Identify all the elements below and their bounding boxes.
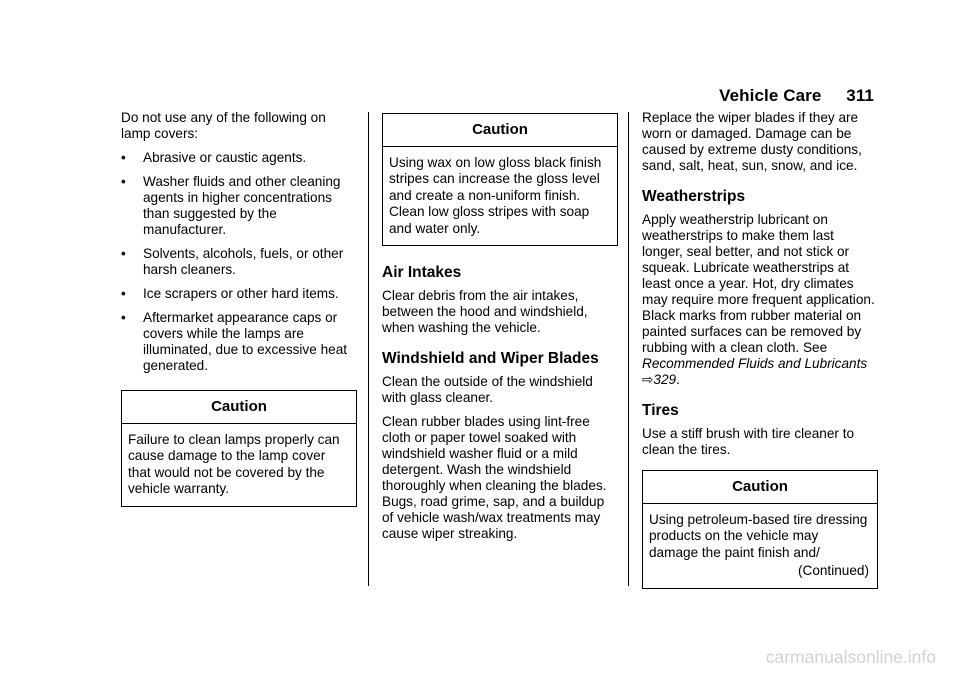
list-item: • Washer fluids and other cleaning agents in higher concentrations than suggested by the manufacturer. [121,174,341,237]
heading-windshield: Windshield and Wiper Blades [382,350,599,368]
cross-reference-link[interactable]: Recommended Fluids and Lubricants [642,356,868,371]
continued-label: (Continued) [797,563,869,579]
windshield-text-1: Clean the outside of the windshield with glass cleaner. [382,374,593,406]
bullet-icon: • [121,246,126,261]
wiper-replace-text: Replace the wiper blades if they are worn or damaged. Damage can be caused by extreme dusty conditions, sand, salt, heat, sun, snow, and ice. [642,110,862,173]
caution-title: Caution [643,471,877,504]
bullet-icon: • [121,310,126,325]
list-item: • Solvents, alcohols, fuels, or other harsh cleaners. [121,246,344,277]
column-1 [121,110,357,517]
list-item: • Abrasive or caustic agents. [121,150,307,165]
bullet-icon: • [121,286,126,301]
page-number: 311 [846,86,874,105]
caution-body: Using wax on low gloss black finish stripes can increase the gloss level and create a non-uniform finish. Clean low gloss stripes with soap and water only. [389,155,602,236]
column-divider-1 [368,112,369,586]
bullet-icon: • [121,150,126,165]
air-intakes-text: Clear debris from the air intakes, between the hood and windshield, when washing the vehicle. [382,288,588,336]
caution-box-tires [642,470,878,589]
caution-box-stripes [382,113,618,246]
section-title: Vehicle Care [719,86,822,105]
heading-weatherstrips: Weatherstrips [642,188,746,205]
caution-body: Using petroleum-based tire dressing products on the vehicle may damage the paint finish and/ [649,512,868,560]
column-3 [642,110,878,599]
caution-title: Caution [383,114,617,147]
lamp-covers-intro: Do not use any of the following on lamp covers: [121,110,326,141]
page-ref-number[interactable]: 329 [653,372,677,387]
caution-title: Caution [122,391,356,424]
list-item: • Aftermarket appearance caps or covers while the lamps are illuminated, due to excessive heat generated. [121,310,348,373]
list-item: • Ice scrapers or other hard items. [121,286,339,301]
bullet-icon: • [121,174,126,189]
tires-text: Use a stiff brush with tire cleaner to clean the tires. [642,426,855,457]
column-divider-2 [628,112,629,586]
caution-body: Failure to clean lamps properly can cause damage to the lamp cover that would not be covered by the vehicle warranty. [128,432,340,497]
page-ref-arrow-icon: ⇨ [642,372,654,387]
heading-air-intakes: Air Intakes [382,264,462,282]
watermark: carmanualsonline.info [765,647,936,667]
weatherstrips-text: Apply weatherstrip lubricant on weatherstrips to make them last longer, seal better, and not stick or squeak. Lubricate weatherstrips at least once a year. Hot, dry climates may require more frequent application. Black marks from rubber material on painted surfaces can be removed by rubbing with a clean cloth. See Recommended Fluids and Lubricants ⇨329. [642,212,875,387]
column-2 [382,110,618,550]
heading-tires: Tires [642,402,679,419]
windshield-text-2: Clean rubber blades using lint-free cloth or paper towel soaked with windshield washer fluid or a mild detergent. Wash the windshield thoroughly when cleaning the blades. Bugs, road grime, sap, and a buildup of vehicle wash/wax treatments may cause wiper streaking. [382,414,607,542]
caution-box-lamps [121,390,357,507]
running-head [719,86,874,106]
